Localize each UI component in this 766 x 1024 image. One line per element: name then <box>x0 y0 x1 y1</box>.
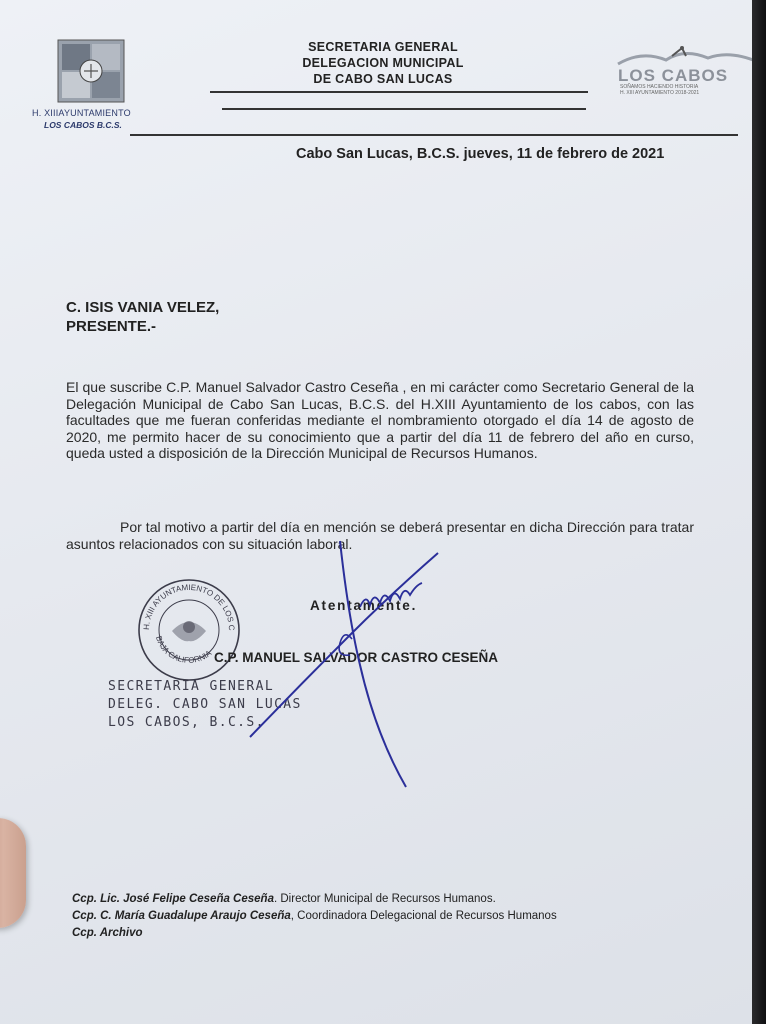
svg-text:H. XIII AYUNTAMIENTO DE LOS CA: H. XIII AYUNTAMIENTO DE LOS C <box>141 582 237 631</box>
official-stamp <box>136 577 242 683</box>
ccp-recipient: Ccp. C. María Guadalupe Araujo Ceseña <box>72 910 291 922</box>
header-rule-2 <box>222 108 586 110</box>
ccp-line-2 <box>72 910 557 922</box>
header-title-line-1: SECRETARIA GENERAL <box>308 40 458 54</box>
los-cabos-caption: LOS CABOS B.C.S. <box>44 120 122 130</box>
recipient-name: C. ISIS VANIA VELEZ, <box>66 299 220 316</box>
los-cabos-logo-text: LOS CABOS <box>618 66 729 85</box>
stamp-line-3: LOS CABOS, B.C.S. <box>108 715 265 730</box>
ccp-recipient: Ccp. Lic. José Felipe Ceseña Ceseña <box>72 893 274 905</box>
handwritten-signature <box>240 535 470 795</box>
ccp-line-1 <box>72 893 496 905</box>
ayuntamiento-caption: H. XIIIAYUNTAMIENTO <box>32 108 131 118</box>
ccp-role: , Coordinadora Delegacional de Recursos Humanos <box>290 910 557 922</box>
recipient-present: PRESENTE.- <box>66 318 157 335</box>
header-title-line-2: DELEGACION MUNICIPAL <box>302 56 464 70</box>
header-title-line-3: DE CABO SAN LUCAS <box>313 72 453 86</box>
los-cabos-tagline: SOÑAMOS HACIENDO HISTORIA <box>620 84 699 90</box>
body-paragraph-2: Por tal motivo a partir del día en mención se deberá presentar en dicha Dirección para tratar asuntos relacionados con su situación laboral. <box>66 519 694 552</box>
date-line: Cabo San Lucas, B.C.S. jueves, 11 de febrero de 2021 <box>296 146 665 162</box>
ccp-recipient: Ccp. Archivo <box>72 927 143 939</box>
background-edge <box>752 0 766 1024</box>
coat-of-arms-logo <box>54 38 128 104</box>
header-rule-3 <box>130 134 738 136</box>
holding-thumb <box>0 818 26 928</box>
signer-name: C.P. MANUEL SALVADOR CASTRO CESEÑA <box>214 650 499 665</box>
ccp-line-3 <box>72 927 143 939</box>
los-cabos-administration: H. XIII AYUNTAMIENTO 2018-2021 <box>620 90 700 96</box>
ccp-role: . Director Municipal de Recursos Humanos. <box>273 893 496 905</box>
stamp-line-2: DELEG. CABO SAN LUCAS <box>108 697 302 712</box>
header-rule-1 <box>210 91 588 93</box>
svg-text:BAJA CALIFORNIA: BAJA CALIFORNIA <box>153 634 214 665</box>
body-paragraph-1: El que suscribe C.P. Manuel Salvador Castro Ceseña , en mi carácter como Secretario General de la Delegación Municipal de Cabo San Lucas, B.C.S. del H.XIII Ayuntamiento de los cabos, con las facultades que me fueran conferidas mediante el nombramiento otorgado el día 14 de agosto de 2020, me permito hacer de su conocimiento que a partir del día 11 de febrero del año en curso, queda usted a disposición de la Dirección Municipal de Recursos Humanos. <box>66 379 694 461</box>
closing-salutation: Atentamente. <box>310 598 418 613</box>
stamp-line-1: SECRETARIA GENERAL <box>108 679 275 694</box>
